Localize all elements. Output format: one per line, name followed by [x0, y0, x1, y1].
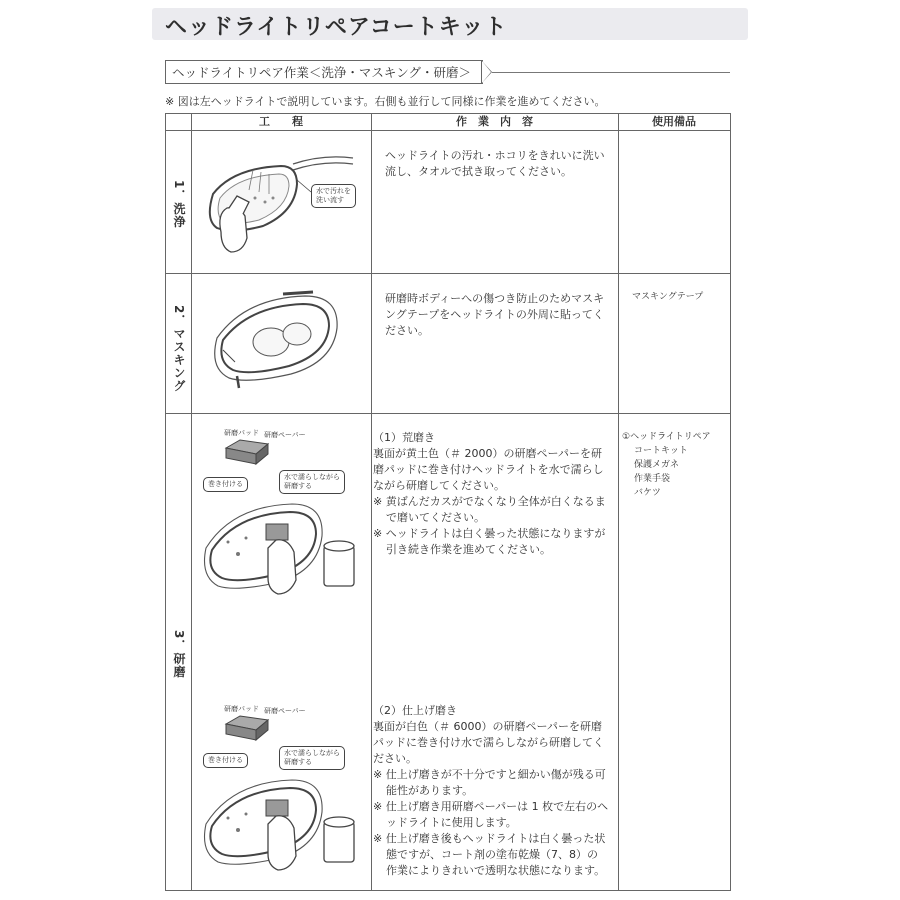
wet-sanding-callout: 水で濡らしながら 研磨する — [279, 470, 345, 494]
step-masking-tools: マスキングテープ — [632, 292, 704, 302]
step-sanding-finish-content: （2）仕上げ磨き 裏面が白色（＃ 6000）の研磨ペーパーを研磨 パッドに巻き付け水で濡らしながら研磨してく ださい。 ※ 仕上げ磨きが不十分ですと細かい傷が残る可 能性があります。 ※ 仕上げ磨き用研磨ペーパーは 1 枚で左右のヘ ッドライトに使用します。 ※ 仕上げ磨き後もヘッドライトは白く曇った状 態ですが、コート剤の塗布乾燥（7、8）の 作業によりきれいで透明な状態になります。 — [373, 704, 609, 877]
wrap-callout: 巻き付ける — [203, 477, 248, 492]
step-label-wash: 1．洗浄 — [172, 180, 186, 229]
step-sanding-tools: ①ヘッドライトリペア コートキット 保護メガネ 作業手袋 バケツ — [622, 432, 711, 498]
sanding-pad-label: 研磨パッド — [224, 429, 259, 437]
header-tools: 使用備品 — [652, 115, 696, 128]
sanding-illustration-a — [198, 498, 368, 598]
step-label-masking: 2．マスキング — [172, 305, 186, 393]
masking-illustration — [193, 290, 369, 400]
step-sanding-rough-content: （1）荒磨き 裏面が黄土色（＃ 2000）の研磨ペーパーを研 磨パッドに巻き付けヘッドライトを水で濡らし ながら研磨してください。 ※ 黄ばんだカスがでなくなり全体が白くなるま で磨いてください。 ※ ヘッドライトは白く曇った状態になりますが 引き続き作業を進めてください。 — [373, 431, 606, 556]
wrap-callout-b: 巻き付ける — [203, 753, 248, 768]
step-wash-content: ヘッドライトの汚れ・ホコリをきれいに洗い 流し、タオルで拭き取ってください。 — [385, 149, 605, 178]
wet-sanding-callout-b: 水で濡らしながら 研磨する — [279, 746, 345, 770]
sanding-paper-label-b: 研磨ペーパー — [264, 707, 306, 715]
step-label-sanding: 3．研磨 — [172, 630, 186, 679]
sanding-pad-illustration-b — [218, 712, 278, 746]
step-masking-content: 研磨時ボディーへの傷つき防止のためマスキ ングテープをヘッドライトの外周に貼ってく ださい。 — [385, 292, 605, 337]
section-label: ヘッドライトリペア作業＜洗浄・マスキング・研磨＞ — [165, 60, 483, 84]
sanding-illustration-b — [198, 774, 368, 874]
header-content: 作 業 内 容 — [456, 115, 533, 128]
title-bar — [152, 8, 748, 40]
sanding-pad-illustration-a — [218, 436, 278, 470]
page-title: ヘッドライトリペアコートキット — [165, 15, 508, 40]
sanding-pad-label-b: 研磨パッド — [224, 705, 259, 713]
sanding-paper-label: 研磨ペーパー — [264, 431, 306, 439]
wash-callout: 水で汚れを 洗い流す — [311, 184, 356, 208]
header-process: 工 程 — [259, 115, 303, 128]
section-divider — [492, 72, 730, 73]
illustration-note: ※ 図は左ヘッドライトで説明しています。右側も並行して同様に作業を進めてください。 — [165, 95, 606, 108]
